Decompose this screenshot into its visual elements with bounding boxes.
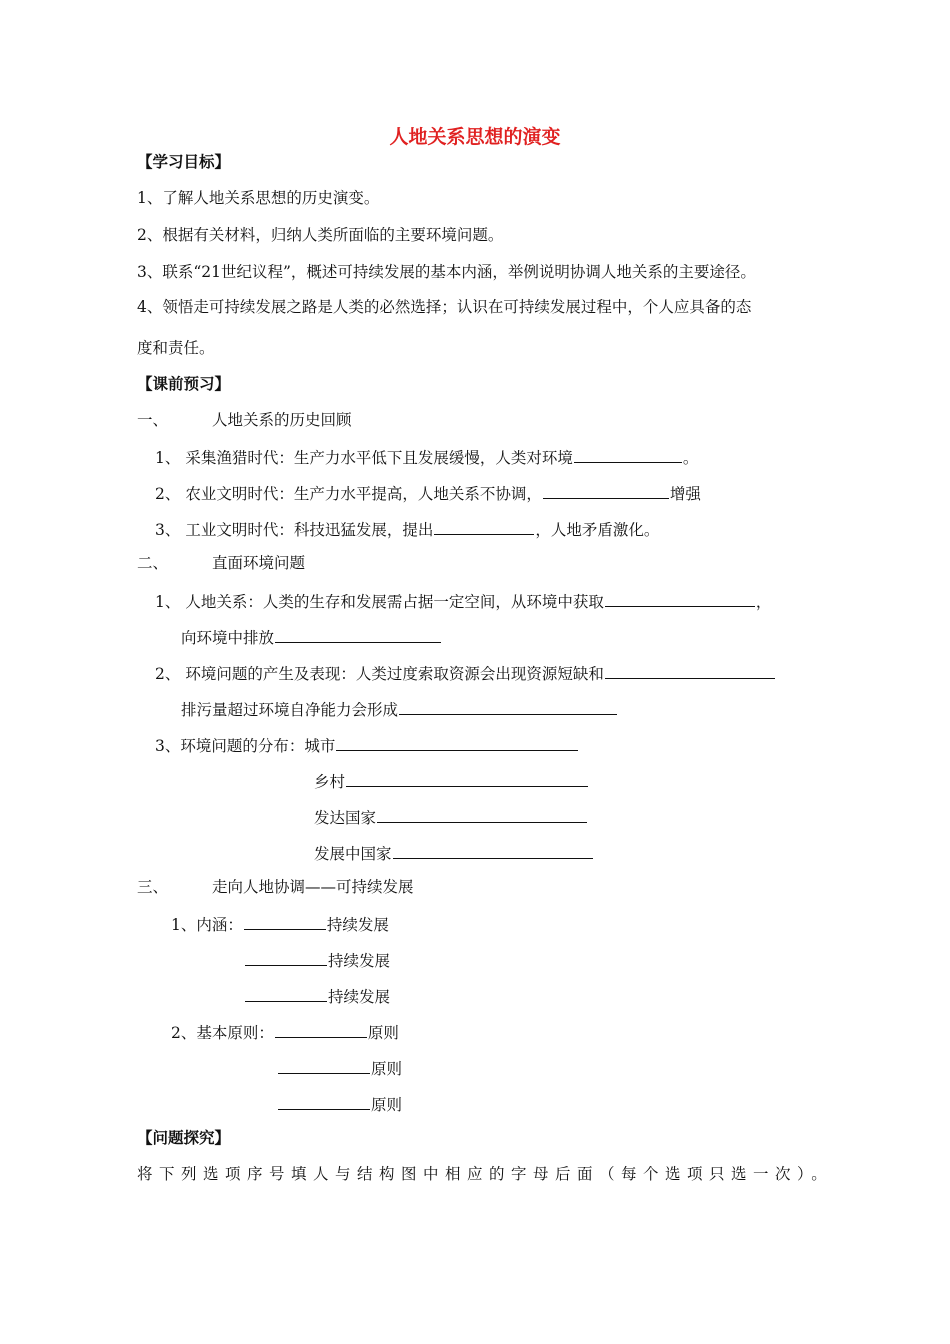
section-title: 直面环境问题 [212,554,306,572]
section-three [137,877,414,897]
section-number: 一、 [137,411,169,429]
list-item-cont: 原则 [277,1093,402,1115]
fill-blank[interactable] [399,698,617,715]
list-item: 2、基本原则： 原则 [171,1021,399,1043]
objective-item: 1、了解人地关系思想的历史演变。 [137,189,380,207]
explore-heading: 【问题探究】 [137,1129,231,1147]
page-title: 人地关系思想的演变 [389,126,561,148]
fill-blank[interactable] [245,985,327,1002]
section-number: 二、 [137,554,169,572]
list-item: 1、 人地关系：人类的生存和发展需占据一定空间，从环境中获取 ， [155,590,771,612]
fill-blank[interactable] [377,806,587,823]
fill-blank[interactable] [278,1093,370,1110]
list-item-cont: 发达国家 [314,806,588,828]
section-number: 三、 [137,878,169,896]
list-item-cont: 持续发展 [244,985,390,1007]
objective-item: 度和责任。 [137,339,215,357]
objectives-heading: 【学习目标】 [137,153,231,171]
objective-item: 4、领悟走可持续发展之路是人类的必然选择；认识在可持续发展过程中，个人应具备的态 [137,298,752,316]
list-item: 2、 环境问题的产生及表现：人类过度索取资源会出现资源短缺和 [155,662,776,684]
fill-blank[interactable] [605,662,775,679]
section-title: 走向人地协调——可持续发展 [212,878,414,896]
fill-blank[interactable] [245,949,327,966]
fill-blank[interactable] [244,913,326,930]
list-item-cont: 乡村 [314,770,589,792]
fill-blank[interactable] [543,482,669,499]
fill-blank[interactable] [393,842,593,859]
fill-blank[interactable] [605,590,755,607]
section-two [137,553,305,573]
fill-blank[interactable] [434,518,534,535]
fill-blank[interactable] [574,446,682,463]
section-one [137,410,352,430]
fill-blank[interactable] [336,734,578,751]
list-item-cont: 向环境中排放 [181,626,442,648]
list-item: 1、内涵： 持续发展 [171,913,389,935]
list-item: 3、 工业文明时代：科技迅猛发展，提出 ，人地矛盾激化。 [155,518,659,540]
objective-item: 2、根据有关材料，归纳人类所面临的主要环境问题。 [137,226,504,244]
fill-blank[interactable] [275,1021,367,1038]
explore-instruction: 将下列选项序号填人与结构图中相应的字母后面（每个选项只选一次）。 [137,1165,834,1183]
list-item-cont: 发展中国家 [314,842,594,864]
preview-heading: 【课前预习】 [137,375,231,393]
objective-item: 3、联系“21世纪议程”，概述可持续发展的基本内涵，举例说明协调人地关系的主要途径。 [137,263,756,281]
list-item-cont: 原则 [277,1057,402,1079]
fill-blank[interactable] [275,626,441,643]
fill-blank[interactable] [346,770,588,787]
list-item: 1、 采集渔猎时代：生产力水平低下且发展缓慢，人类对环境 。 [155,446,698,468]
list-item: 2、 农业文明时代：生产力水平提高，人地关系不协调， 增强 [155,482,701,504]
list-item-cont: 持续发展 [244,949,390,971]
list-item-cont: 排污量超过环境自净能力会形成 [181,698,618,720]
fill-blank[interactable] [278,1057,370,1074]
list-item: 3、环境问题的分布：城市 [155,734,579,756]
section-title: 人地关系的历史回顾 [212,411,352,429]
